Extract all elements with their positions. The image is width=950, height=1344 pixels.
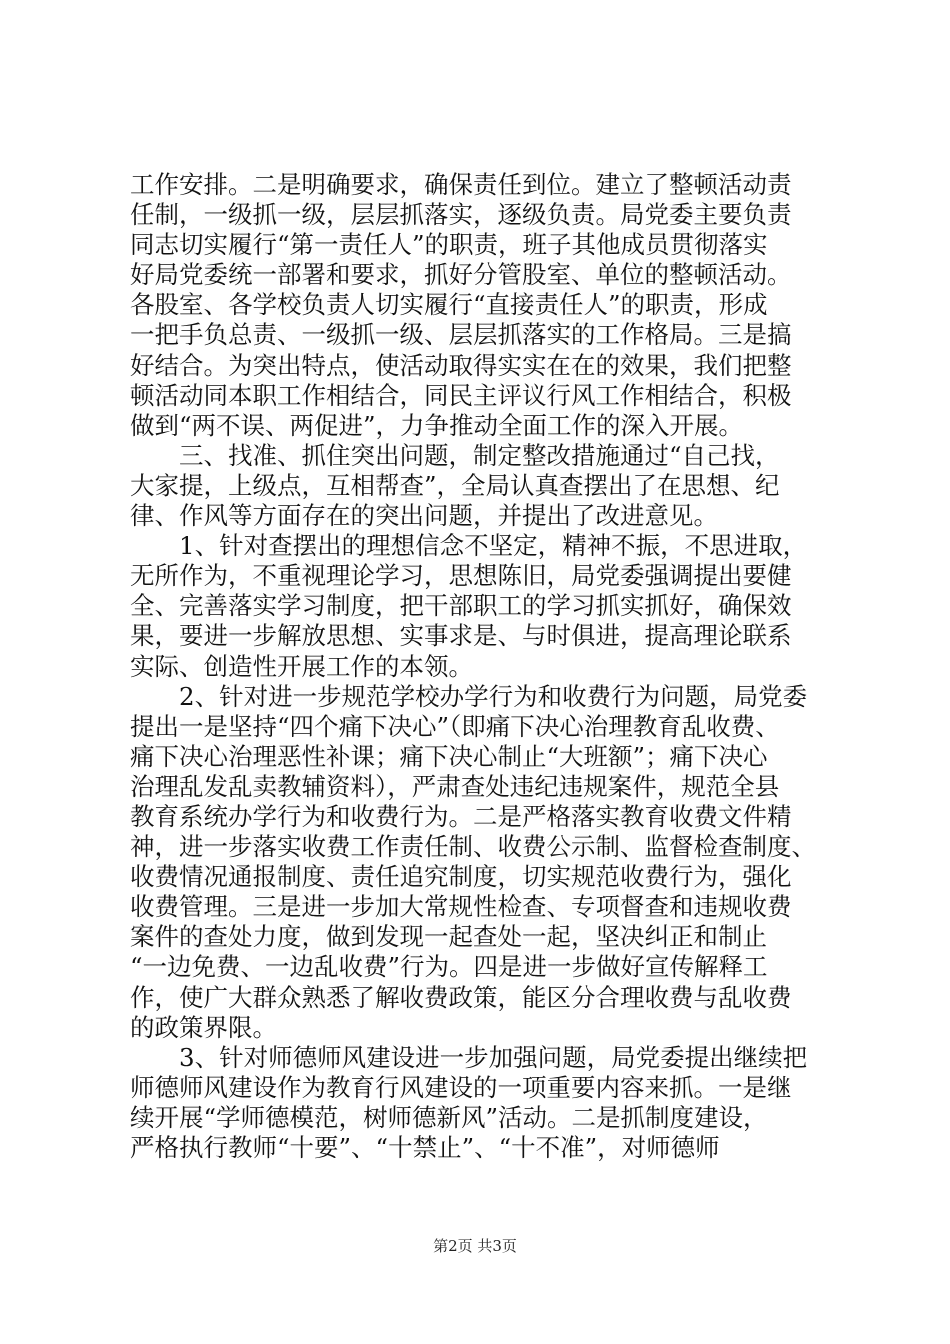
text-line: 提出一是坚持“四个痛下决心”（即痛下决心治理教育乱收费、 [130, 711, 780, 741]
text-line: 案件的查处力度，做到发现一起查处一起，坚决纠正和制止 [130, 922, 767, 952]
section-heading: 三、找准、抓住突出问题，制定整改措施通过“自己找， [179, 440, 780, 470]
text-line: 律、作风等方面存在的突出问题，并提出了改进意见。 [130, 501, 718, 531]
text-line: 的政策界限。 [130, 1012, 277, 1042]
text-line: 续开展“学师德模范，树师德新风”活动。二是抓制度建设， [130, 1102, 768, 1132]
text-line: 教育系统办学行为和收费行为。二是严格落实教育收费文件精 [130, 801, 792, 831]
text-line: 工作安排。二是明确要求，确保责任到位。建立了整顿活动责 [130, 170, 792, 199]
text-line: 全、完善落实学习制度，把干部职工的学习抓实抓好，确保效 [130, 591, 792, 621]
text-line: 大家提，上级点，互相帮查”，全局认真查摆出了在思想、纪 [130, 470, 780, 500]
text-line: 收费情况通报制度、责任追究制度，切实规范收费行为，强化 [130, 862, 792, 892]
paragraph-start: 1、针对查摆出的理想信念不坚定，精神不振，不思进取， [179, 531, 808, 561]
text-line: 神，进一步落实收费工作责任制、收费公示制、监督检查制度、 [130, 832, 816, 862]
text-line: 做到“两不误、两促进”，力争推动全面工作的深入开展。 [130, 410, 744, 440]
text-line: 一把手负总责、一级抓一级、层层抓落实的工作格局。三是搞 [130, 320, 792, 350]
text-line: 好结合。为突出特点，使活动取得实实在在的效果，我们把整 [130, 350, 792, 380]
paragraph-start: 3、针对师德师风建设进一步加强问题，局党委提出继续把 [179, 1042, 808, 1072]
text-line: 果，要进一步解放思想、实事求是、与时俱进，提高理论联系 [130, 621, 792, 651]
text-line: 收费管理。三是进一步加大常规性检查、专项督查和违规收费 [130, 892, 792, 922]
text-line: 治理乱发乱卖教辅资料），严肃查处违纪违规案件，规范全县 [130, 771, 780, 801]
page-footer: 第2页 共3页 [433, 1237, 517, 1255]
body-text [130, 170, 830, 1163]
text-line: 好局党委统一部署和要求，抓好分管股室、单位的整顿活动。 [130, 260, 792, 290]
text-line: 师德师风建设作为教育行风建设的一项重要内容来抓。一是继 [130, 1072, 792, 1102]
text-line: 各股室、各学校负责人切实履行“直接责任人”的职责，形成 [130, 290, 768, 320]
text-line: 痛下决心治理恶性补课；痛下决心制止“大班额”；痛下决心 [130, 741, 768, 771]
text-line: 严格执行教师“十要”、“十禁止”、“十不准”，对师德师 [130, 1133, 720, 1162]
paragraph-start: 2、针对进一步规范学校办学行为和收费行为问题，局党委 [179, 681, 808, 711]
text-line: 作，使广大群众熟悉了解收费政策，能区分合理收费与乱收费 [130, 982, 792, 1012]
text-line: 实际、创造性开展工作的本领。 [130, 651, 473, 681]
text-line: 顿活动同本职工作相结合，同民主评议行风工作相结合，积极 [130, 380, 792, 410]
text-line: 任制，一级抓一级，层层抓落实，逐级负责。局党委主要负责 [130, 200, 792, 230]
text-line: 同志切实履行“第一责任人”的职责，班子其他成员贯彻落实 [130, 230, 768, 260]
text-line: 无所作为，不重视理论学习，思想陈旧，局党委强调提出要健 [130, 561, 792, 591]
text-line: “一边免费、一边乱收费”行为。四是进一步做好宣传解释工 [130, 952, 768, 982]
